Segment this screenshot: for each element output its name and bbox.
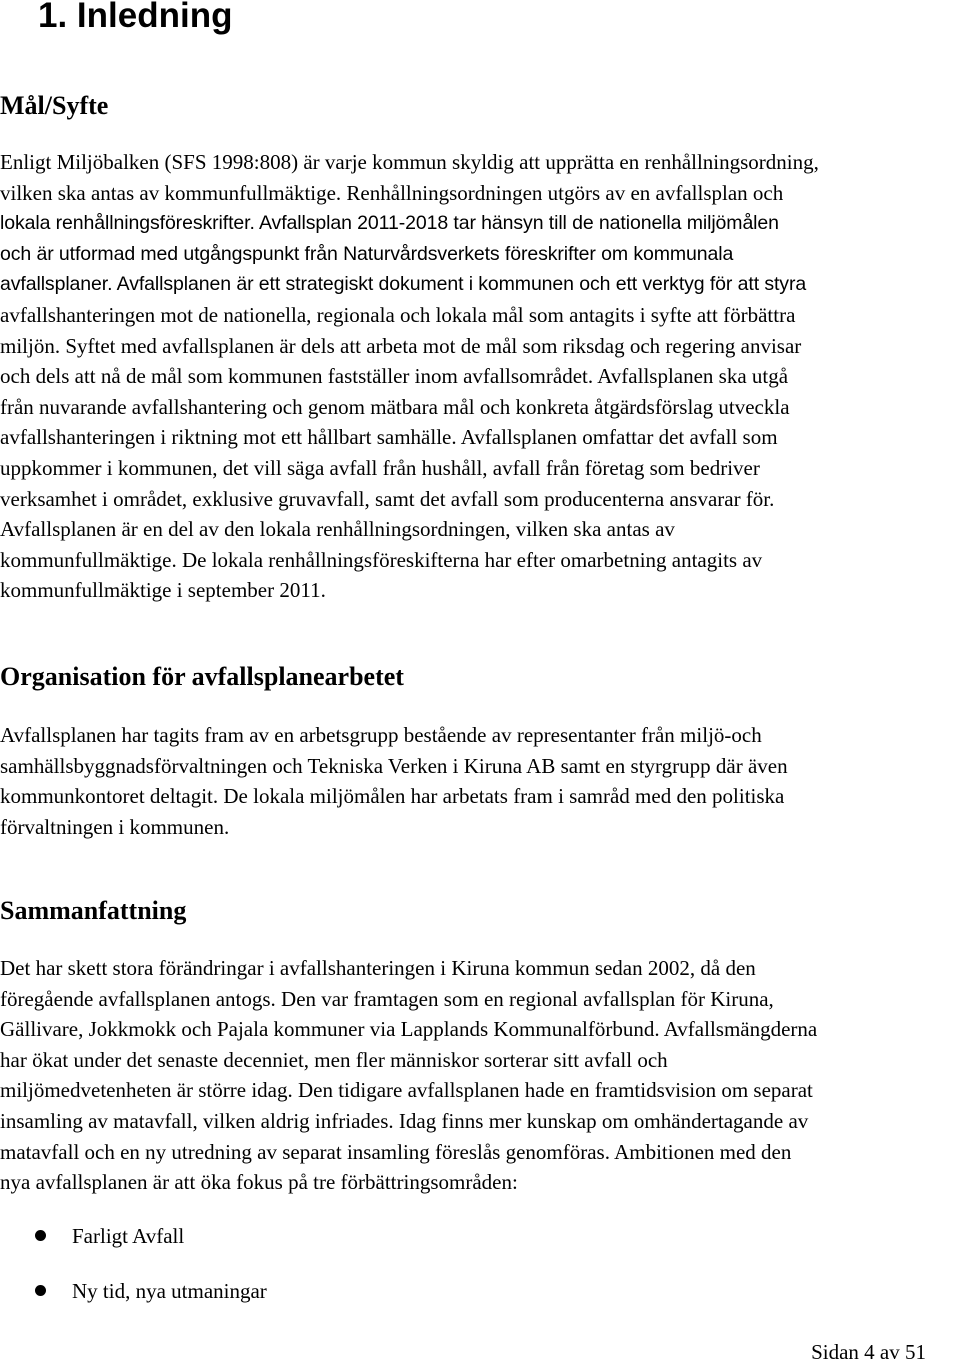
bullet-icon xyxy=(35,1230,46,1241)
section-heading-sammanfattning: Sammanfattning xyxy=(0,896,187,925)
chapter-title: 1. Inledning xyxy=(38,0,233,35)
list-item-label: Ny tid, nya utmaningar xyxy=(72,1279,267,1303)
text-line: avfallsplaner. Avfallsplanen är ett strategiskt dokument i kommunen och ett verktyg för att styra xyxy=(0,273,807,296)
text-line: avfallshanteringen i riktning mot ett hållbart samhälle. Avfallsplanen omfattar det avfall som xyxy=(0,425,778,450)
text-line: kommunfullmäktige i september 2011. xyxy=(0,578,326,603)
text-line: kommunkontoret deltagit. De lokala miljömålen har arbetats fram i samråd med den politiska xyxy=(0,784,785,809)
paragraph-mal-syfte xyxy=(0,147,960,606)
text-line: Avfallsplanen är en del av den lokala renhållningsordningen, vilken ska antas av xyxy=(0,517,675,542)
text-line: avfallshanteringen mot de nationella, regionala och lokala mål som antagits i syfte att förbättra xyxy=(0,302,796,327)
text-line: samhällsbyggnadsförvaltningen och Tekniska Verken i Kiruna AB samt en styrgrupp där även xyxy=(0,753,788,778)
text-line: miljömedvetenheten är större idag. Den tidigare avfallsplanen hade en framtidsvision om separat xyxy=(0,1078,813,1103)
text-line: uppkommer i kommunen, det vill säga avfall från hushåll, avfall från företag som bedriver xyxy=(0,455,760,480)
text-line: Gällivare, Jokkmokk och Pajala kommuner via Lapplands Kommunalförbund. Avfallsmängderna xyxy=(0,1017,818,1042)
text-line: vilken ska antas av kommunfullmäktige. Renhållningsordningen utgörs av en avfallsplan och xyxy=(0,180,784,205)
text-line: Enligt Miljöbalken (SFS 1998:808) är varje kommun skyldig att upprätta en renhållningsordning, xyxy=(0,150,819,174)
text-line: nya avfallsplanen är att öka fokus på tre förbättringsområden: xyxy=(0,1170,518,1195)
text-line: Avfallsplanen har tagits fram av en arbetsgrupp bestående av representanter från miljö-och xyxy=(0,723,762,747)
text-line: lokala renhållningsföreskrifter. Avfallsplan 2011-2018 tar hänsyn till de nationella miljömålen xyxy=(0,212,779,235)
text-line: förvaltningen i kommunen. xyxy=(0,814,230,839)
text-line: från nuvarande avfallshantering och genom mätbara mål och konkreta åtgärdsförslag utveckla xyxy=(0,394,790,419)
text-line: verksamhet i området, exklusive gruvavfall, samt det avfall som producenterna ansvarar för. xyxy=(0,486,775,511)
section-heading-mal-syfte: Mål/Syfte xyxy=(0,91,109,120)
list-item-label: Farligt Avfall xyxy=(72,1224,185,1248)
text-line: Det har skett stora förändringar i avfallshanteringen i Kiruna kommun sedan 2002, då den xyxy=(0,956,756,980)
text-line: har ökat under det senaste decenniet, men fler människor sorterar sitt avfall och xyxy=(0,1047,668,1072)
text-line: föregående avfallsplanen antogs. Den var framtagen som en regional avfallsplan för Kiruna, xyxy=(0,986,774,1011)
paragraph-sammanfattning xyxy=(0,953,960,1198)
text-line: och dels att nå de mål som kommunen fastställer inom avfallsområdet. Avfallsplanen ska utgå xyxy=(0,364,789,389)
text-line: kommunfullmäktige. De lokala renhållningsföreskifterna har efter omarbetning antagits av xyxy=(0,547,763,572)
text-line: miljön. Syftet med avfallsplanen är dels att arbeta mot de mål som riksdag och regering anvisar xyxy=(0,333,802,358)
section-heading-organisation: Organisation för avfallsplanearbetet xyxy=(0,662,404,691)
paragraph-organisation xyxy=(0,720,960,842)
page-number: Sidan 4 av 51 xyxy=(811,1340,926,1364)
text-line: matavfall och en ny utredning av separat insamling föreslås genomföras. Ambitionen med den xyxy=(0,1139,792,1164)
text-line: insamling av matavfall, vilken aldrig infriades. Idag finns mer kunskap om omhändertagande av xyxy=(0,1108,809,1133)
text-line: och är utformad med utgångspunkt från Naturvårdsverkets föreskrifter om kommunala xyxy=(0,242,734,265)
bullet-icon xyxy=(35,1285,46,1296)
